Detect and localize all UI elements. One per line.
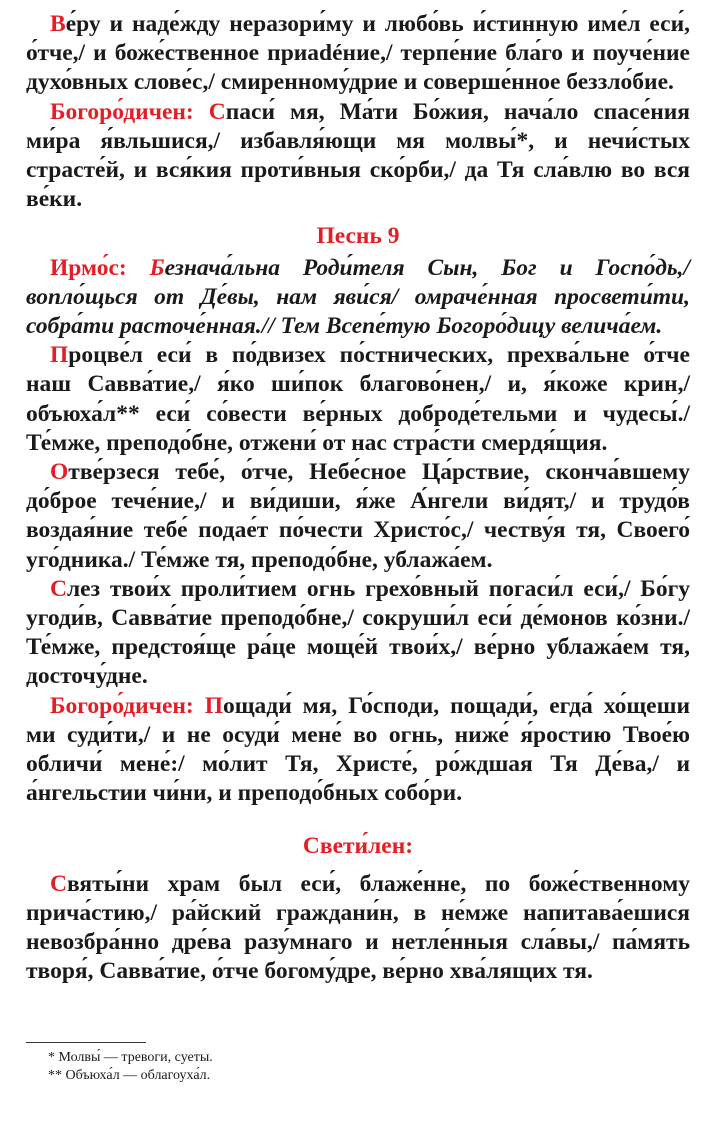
troparion-4-text: лез твои́х проли́тием огнь грехо́вный погаси́л еси́,/ Бо́гу угоди́в, Савва́тие преподо́бне,/ сокруши́л еси́ де́монов ко́зни./ Те́мже, предстоя́ще ра́це моще́й твои́х,/ ве́рно ублажа́ем тя, досточу́дне. (26, 575, 690, 690)
theotokion-2-text: ощади́ мя, Го́споди, пощади́, егда́ хо́щеши ми суди́ти,/ и не осуди́ мене́ во огнь, ниже́ я́ростию Твое́ю обличи́ мене́:/ мо́лит Тя, Христе́, ро́ждшая Тя Де́ва,/ и а́нгельстии чи́ни, и преподо́бных собо́ри. (26, 692, 690, 807)
irmos-text: езнача́льна Роди́теля Сын, Бог и Госпо́дь,/ вопло́щься от Де́вы, нам яви́ся/ омраче́нная просвети́ти, собра́ти расточе́нная.// Тем Всепе́тую Богоро́дицу велича́ем. (26, 254, 691, 340)
theotokion-2 (26, 692, 690, 809)
red-initial: С (208, 98, 226, 125)
irmos (26, 254, 690, 342)
ode-heading: Песнь 9 (316, 223, 400, 250)
troparion-1 (26, 10, 690, 98)
theotokion-label: Богоро́дичен: (50, 98, 194, 125)
red-initial: С (50, 575, 67, 602)
footnote-divider (26, 1042, 146, 1043)
theotokion-1-text: паси́ мя, Ма́ти Бо́жия, нача́ло спасе́ния ми́ра я́вльшися,/ избавля́ющи мя молвы́*, и нечи́стых страсте́й, и вся́кия проти́вныя ско́рби,/ да Тя сла́влю во вся ве́ки. (26, 98, 690, 213)
red-initial: Б (149, 254, 165, 281)
exapostilarion (26, 870, 690, 987)
footnotes (26, 1042, 686, 1085)
red-initial: О (50, 459, 69, 486)
red-initial: С (50, 870, 67, 897)
red-initial: В (50, 11, 66, 37)
troparion-3 (26, 458, 690, 575)
theotokion-label: Богоро́дичен: (50, 692, 194, 719)
red-initial: П (50, 342, 69, 369)
footnote-1: * Молвы́ — тревоги, суеты. (48, 1050, 213, 1065)
exapostilarion-heading: Свети́лен: (302, 833, 414, 860)
footnote-2: ** Объюха́л — облагоуха́л. (48, 1068, 211, 1083)
troparion-3-text: тве́рзеся тебе́, о́тче, Небе́сное Ца́рствие, сконча́вшему до́брое тече́ние,/ и ви́диши, я́же А́нгели ви́дят,/ и трудо́в воздая́ние тебе́ подае́т по́чести Христо́с,/ честву́я тя, Своего́ уго́дника./ Те́мже тя, преподо́бне, ублажа́ем. (26, 459, 690, 573)
red-initial: П (204, 692, 223, 719)
troparion-2 (26, 341, 690, 458)
exapostilarion-text: вяты́ни храм был еси́, блаже́нне, по боже́ственному прича́стию,/ ра́йский граждани́н, в не́мже напитава́ешися невозбра́нно дре́ва разу́мнаго и нетле́нныя сла́вы,/ па́мять творя́, Савва́тие, о́тче богому́дре, ве́рно хва́лящих тя. (26, 870, 690, 985)
troparion-4 (26, 575, 690, 692)
troparion-1-text: е́ру и наде́жду неразори́му и любо́вь и́стинную име́л еси́, о́тче,/ и боже́ственное приadéние,/ терпе́ние бла́го и поуче́ние духо́вных слове́с,/ смиренному́дрие и соверше́нное беззло́бие. (26, 11, 690, 96)
theotokion-1 (26, 98, 690, 215)
irmos-label: Ирмо́с: (50, 254, 127, 281)
troparion-2-text: роцве́л еси́ в по́двизех по́стнических, прехва́льне о́тче наш Савва́тие,/ я́ко ши́пок благово́нен,/ и, я́коже крин,/ объюха́л** еси́ со́вести ве́рных доброде́тельми и чудесы́./ Те́мже, преподо́бне, отжени́ от нас стра́сти смердя́щия. (26, 342, 690, 456)
